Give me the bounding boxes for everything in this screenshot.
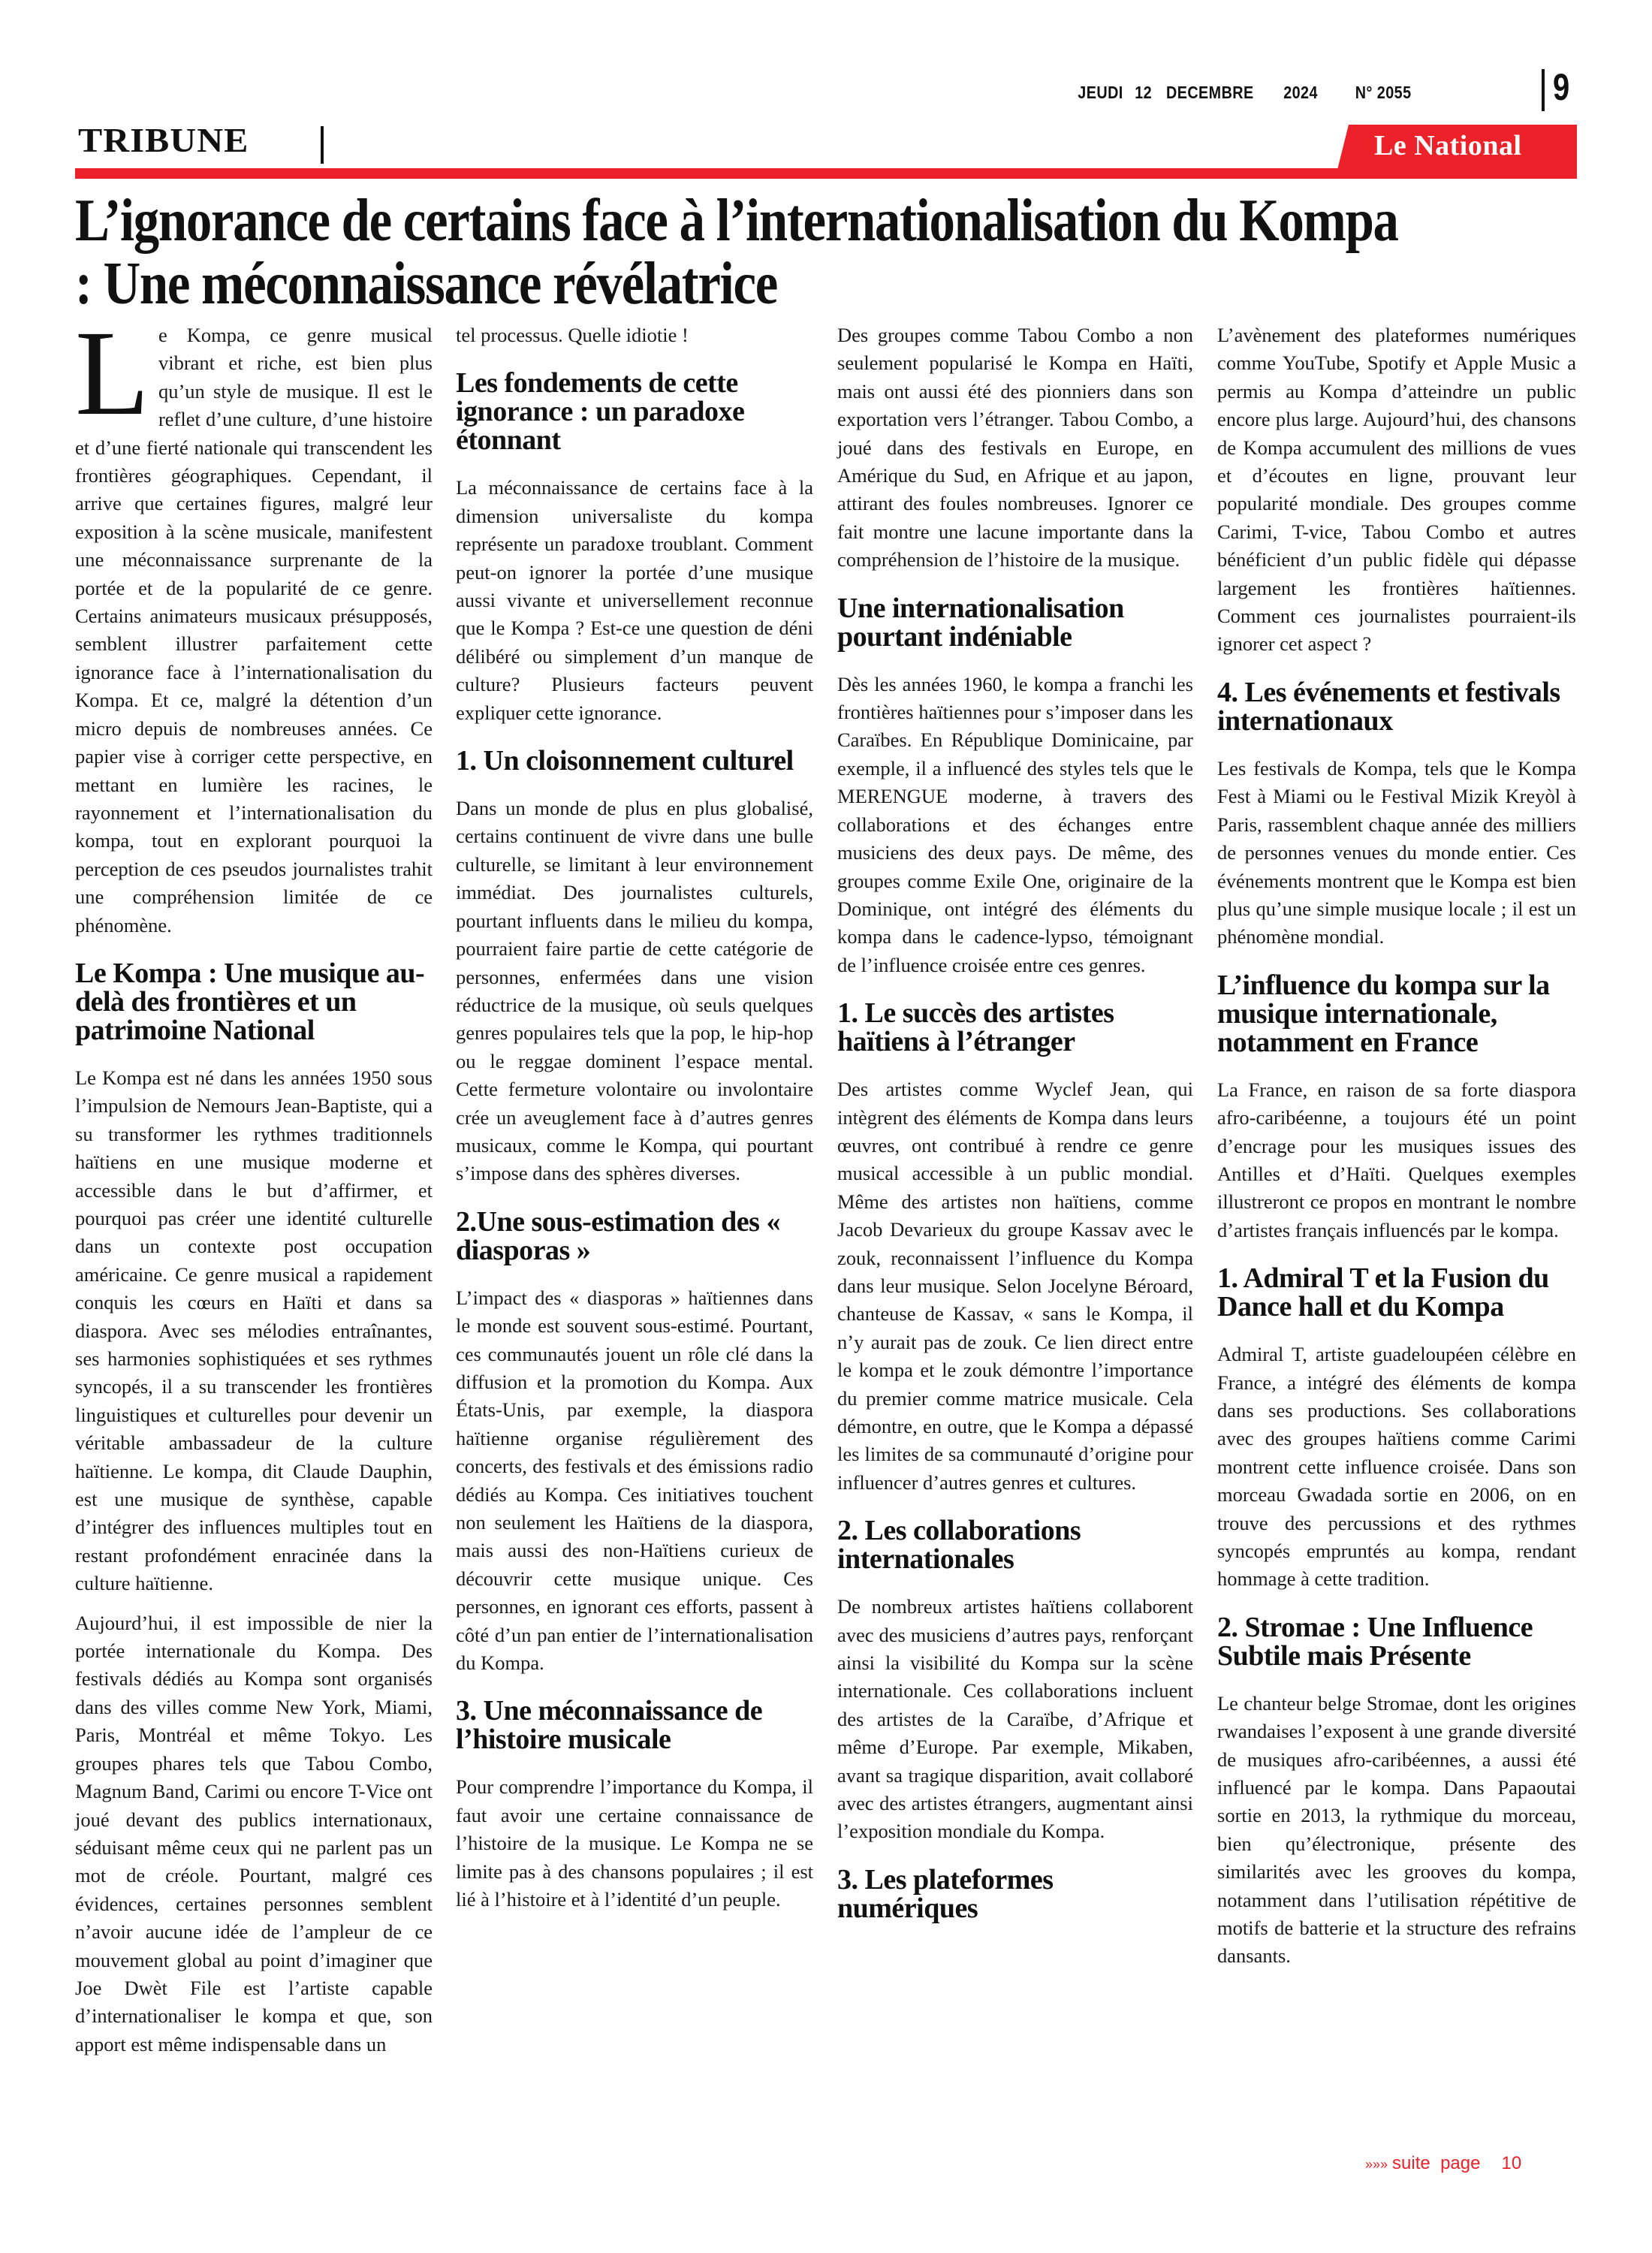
year: 2024 <box>1283 83 1319 102</box>
section-heading: Les fondements de cette ignorance : un paradoxe étonnant <box>456 367 745 457</box>
section-heading: 3. Les plateformes numériques <box>837 1863 1054 1924</box>
section-heading: 2. Stromae : Une Influence Subtile mais Présente <box>1217 1611 1533 1672</box>
section-heading: L’influence du kompa sur la musique internationale, notamment en France <box>1217 969 1550 1058</box>
paragraph: Admiral T, artiste guadeloupéen célèbre en France, a intégré des éléments de kompa dans ses productions. Ses collaborations avec des groupes haïtiens comme Carimi montrent cette influence croisée. Dans son morceau Gwadada sortie en 2006, on en trouve des percussions et des rythmes syncopés empruntés au kompa, rendant hommage à cette tradition. <box>1217 1343 1576 1591</box>
paragraph: L’avènement des plateformes numériques comme YouTube, Spotify et Apple Music a permis au Kompa d’atteindre un public encore plus large. Aujourd’hui, des chansons de Kompa accumulent des millions de vues et d’écoutes en ligne, prouvant leur popularité mondiale. Des groupes comme Carimi, T-vice, Tabou Combo et autres bénéficient d’un public fidèle qui dépasse largement les frontières haïtiennes. Comment ces journalistes pourraient-ils ignorer cet aspect ? <box>1217 324 1576 656</box>
issue-number: N° 2055 <box>1355 83 1412 102</box>
paragraph: Aujourd’hui, il est impossible de nier la portée internationale du Kompa. Des festivals dédiés au Kompa sont organisés dans des villes comme New York, Miami, Paris, Montréal et même Tokyo. Les groupes phares tels que Tabou Combo, Magnum Band, Carimi ou encore T-Vice ont joué devant des publics internationaux, séduisant même ceux qui ne parlent pas un mot de créole. Pourtant, malgré ces évidences, certaines personnes semblent n’avoir aucune idée de l’ampleur de ce mouvement global au point d’imaginer que Joe Dwèt File est l’artiste capable d’internationaliser le kompa et que, son apport est même indispensable dans un <box>75 1611 433 2055</box>
article-column-3 <box>837 321 1193 1942</box>
paragraph: Des artistes comme Wyclef Jean, qui intègrent des éléments de Kompa dans leurs œuvres, ont contribué à rendre ce genre musical accessible à un public mondial. Même des artistes non haïtiens, comme Jacob Devarieux du groupe Kassav avec le zouk, reconnaissent l’influence du Kompa dans leur musique. Selon Jocelyne Béroard, chanteuse de Kassav, « sans le Kompa, il n’y aurait pas de zouk. Ce lien direct entre le kompa et le zouk démontre l’importance du premier comme matrice musicale. Cela démontre, en outre, que le Kompa a dépassé les limites de sa communauté d’origine pour influencer d’autres genres et cultures. <box>837 1078 1193 1494</box>
article-column-2 <box>456 321 813 1925</box>
section-heading: 1. Un cloisonnement culturel <box>456 745 794 777</box>
section-divider <box>321 126 324 164</box>
page-number: 9 <box>1553 66 1570 108</box>
paragraph: Les festivals de Kompa, tels que le Kompa Fest à Miami ou le Festival Mizik Kreyòl à Paris, rassemblent chaque année des milliers de personnes venues du monde entier. Ces événements montrent que le Kompa est bien plus qu’une simple musique locale ; il est un phénomène mondial. <box>1217 756 1576 949</box>
paragraph: e Kompa, ce genre musical vibrant et riche, est bien plus qu’un style de musique. Il est le reflet d’une culture, d’une histoire et d’une fierté nationale qui transcendent les frontières géographiques. Cependant, il arrive que certaines figures, malgré leur exposition à la scène musicale, manifestent une méconnaissance surprenante de la portée et de la popularité de ce genre. Certains animateurs musicaux présupposés, semblent illustrer parfaitement cette ignorance face à l’internationalisation du Kompa. Et ce, malgré la détention d’un micro depuis de nombreuses années. Ce papier vise à corriger cette perspective, en mettant en lumière les racines, le rayonnement et l’internationalisation du kompa, tout en explorant pourquoi la perception de ces pseudos journalistes trahit une compréhension limitée de ce phénomène. <box>75 324 433 936</box>
day: JEUDI <box>1078 83 1124 102</box>
section-heading: 4. Les événements et festivals internationaux <box>1217 676 1560 737</box>
article-headline <box>75 189 1496 315</box>
paragraph: La France, en raison de sa forte diaspora afro-caribéenne, a toujours été un point d’encrage pour les musiques issues des Antilles et d’Haïti. Quelques exemples illustreront ce propos en montrant le nombre d’artistes français influencés par le kompa. <box>1217 1078 1576 1241</box>
page-number-divider <box>1542 69 1545 111</box>
headline-line-1: L’ignorance de certains face à l’internationalisation du Kompa <box>75 188 1398 254</box>
paragraph: Le chanteur belge Stromae, dont les origines rwandaises l’exposent à une grande diversité de musiques afro-caribéennes, a aussi été influencé par le kompa. Dans Papaoutai sortie en 2013, la rythmique du morceau, bien qu’électronique, présente des similarités avec les grooves du kompa, notamment dans l’utilisation répétitive de motifs de batterie et la structure des refrains dansants. <box>1217 1691 1576 1968</box>
month: DECEMBRE <box>1166 83 1255 102</box>
paragraph: Dans un monde de plus en plus globalisé, certains continuent de vivre dans une bulle culturelle, se limitant à leur environnement immédiat. Des journalistes culturels, pourtant influents dans le milieu du kompa, pourraient faire partie de cette catégorie de personnes, enfermées dans une vision réductrice de la musique, où seuls quelques genres populaires tels que la pop, le hip-hop ou le reggae dominent l’espace mental. Cette fermeture volontaire ou involontaire crée un aveuglement face à d’autres genres musicaux, comme le Kompa, qui pourtant s’impose dans des sphères diverses. <box>456 797 813 1185</box>
section-label: TRIBUNE <box>78 121 249 159</box>
continuation-label: suite page <box>1392 2153 1481 2173</box>
issue-dateline <box>1078 83 1412 103</box>
paragraph: De nombreux artistes haïtiens collaborent avec des musiciens d’autres pays, renforçant ainsi la visibilité du Kompa sur la scène internationale. Ces collaborations incluent des artistes de la Caraïbe, d’Afrique et même d’Europe. Par exemple, Mikaben, avant sa tragique disparition, avait collaboré avec des artistes étrangers, augmentant ainsi l’exposition mondiale du Kompa. <box>837 1595 1193 1843</box>
brand-name: Le National <box>1374 130 1522 161</box>
dropcap: L <box>75 306 149 441</box>
paragraph: Le Kompa est né dans les années 1950 sous l’impulsion de Nemours Jean-Baptiste, qui a su transformer les rythmes traditionnels haïtiens en une musique moderne et accessible dans le but d’affirmer, et pourquoi pas créer une identité culturelle dans un contexte post occupation américaine. Ce genre musical a rapidement conquis les cœurs en Haïti et dans sa diaspora. Avec ses mélodies entraînantes, ses harmonies sophistiquées et ses rythmes syncopés, il a su transcender les frontières linguistiques et culturelles pour devenir un véritable ambassadeur de la culture haïtienne. Le kompa, dit Claude Dauphin, est une musique de synthèse, capable d’intégrer des influences multiples tout en restant profondément enracinée dans la culture haïtienne. <box>75 1066 433 1595</box>
section-heading: 1. Le succès des artistes haïtiens à l’étranger <box>837 997 1114 1058</box>
chevrons-right-icon: »»» <box>1365 2157 1388 2172</box>
section-heading: 3. Une méconnaissance de l’histoire musicale <box>456 1695 763 1756</box>
paragraph: La méconnaissance de certains face à la dimension universaliste du kompa représente un paradoxe troublant. Comment peut-on ignorer la portée d’une musique aussi vivante et universellement reconnue que le Kompa ? Est-ce une question de déni délibéré ou simplement d’un manque de culture? Plusieurs facteurs peuvent expliquer cette ignorance. <box>456 476 813 724</box>
headline-line-2: : Une méconnaissance révélatrice <box>75 251 777 317</box>
continuation-link[interactable] <box>1365 2153 1521 2174</box>
paragraph: tel processus. Quelle idiotie ! <box>456 324 689 346</box>
paragraph: L’impact des « diasporas » haïtiennes dans le monde est souvent sous-estimé. Pourtant, ces communautés jouent un rôle clé dans la diffusion et la promotion du Kompa. Aux États-Unis, par exemple, la diaspora haïtienne organise régulièrement des concerts, des festivals et des émissions radio dédiés au Kompa. Ces initiatives touchent non seulement les Haïtiens de la diaspora, mais aussi des non-Haïtiens curieux de découvrir cette musique unique. Ces personnes, en ignorant ces efforts, passent à côté d’un pan entier de l’internationalisation du Kompa. <box>456 1286 813 1675</box>
header-rule <box>75 168 1577 179</box>
article-column-4 <box>1217 321 1576 1982</box>
section-heading: 2. Les collaborations internationales <box>837 1515 1081 1576</box>
paragraph: Des groupes comme Tabou Combo a non seulement popularisé le Kompa en Haïti, mais ont aussi été des pionniers dans son exportation vers l’étranger. Tabou Combo, a joué dans des festivals en Europe, en Amérique du Sud, en Afrique et au japon, attirant des foules nombreuses. Ignorer ce fait montre une lacune importante dans la compréhension de l’histoire de la musique. <box>837 324 1193 572</box>
section-heading: 1. Admiral T et la Fusion du Dance hall et du Kompa <box>1217 1262 1549 1323</box>
section-heading: Une internationalisation pourtant indéniable <box>837 592 1124 653</box>
section-heading: Le Kompa : Une musique au-delà des frontières et un patrimoine National <box>75 957 425 1046</box>
continuation-page: 10 <box>1501 2153 1522 2173</box>
article-column-1 <box>75 306 433 2070</box>
date: 12 <box>1135 83 1153 102</box>
section-heading: 2.Une sous-estimation des « diasporas » <box>456 1205 780 1266</box>
paragraph: Dès les années 1960, le kompa a franchi les frontières haïtiennes pour s’imposer dans les Caraïbes. En République Dominicaine, par exemple, il a influencé des styles tels que le MERENGUE moderne, à travers des collaborations et des échanges entre musiciens des deux pays. De même, des groupes comme Exile One, originaire de la Dominique, ont intégré des éléments du kompa dans le cadence-lypso, témoignant de l’influence croisée entre ces genres. <box>837 672 1193 976</box>
paragraph: Pour comprendre l’importance du Kompa, il faut avoir une certaine connaissance de l’histoire de la musique. Le Kompa ne se limite pas à des chansons populaires ; il est lié à l’histoire et à l’identité d’un peuple. <box>456 1775 813 1911</box>
